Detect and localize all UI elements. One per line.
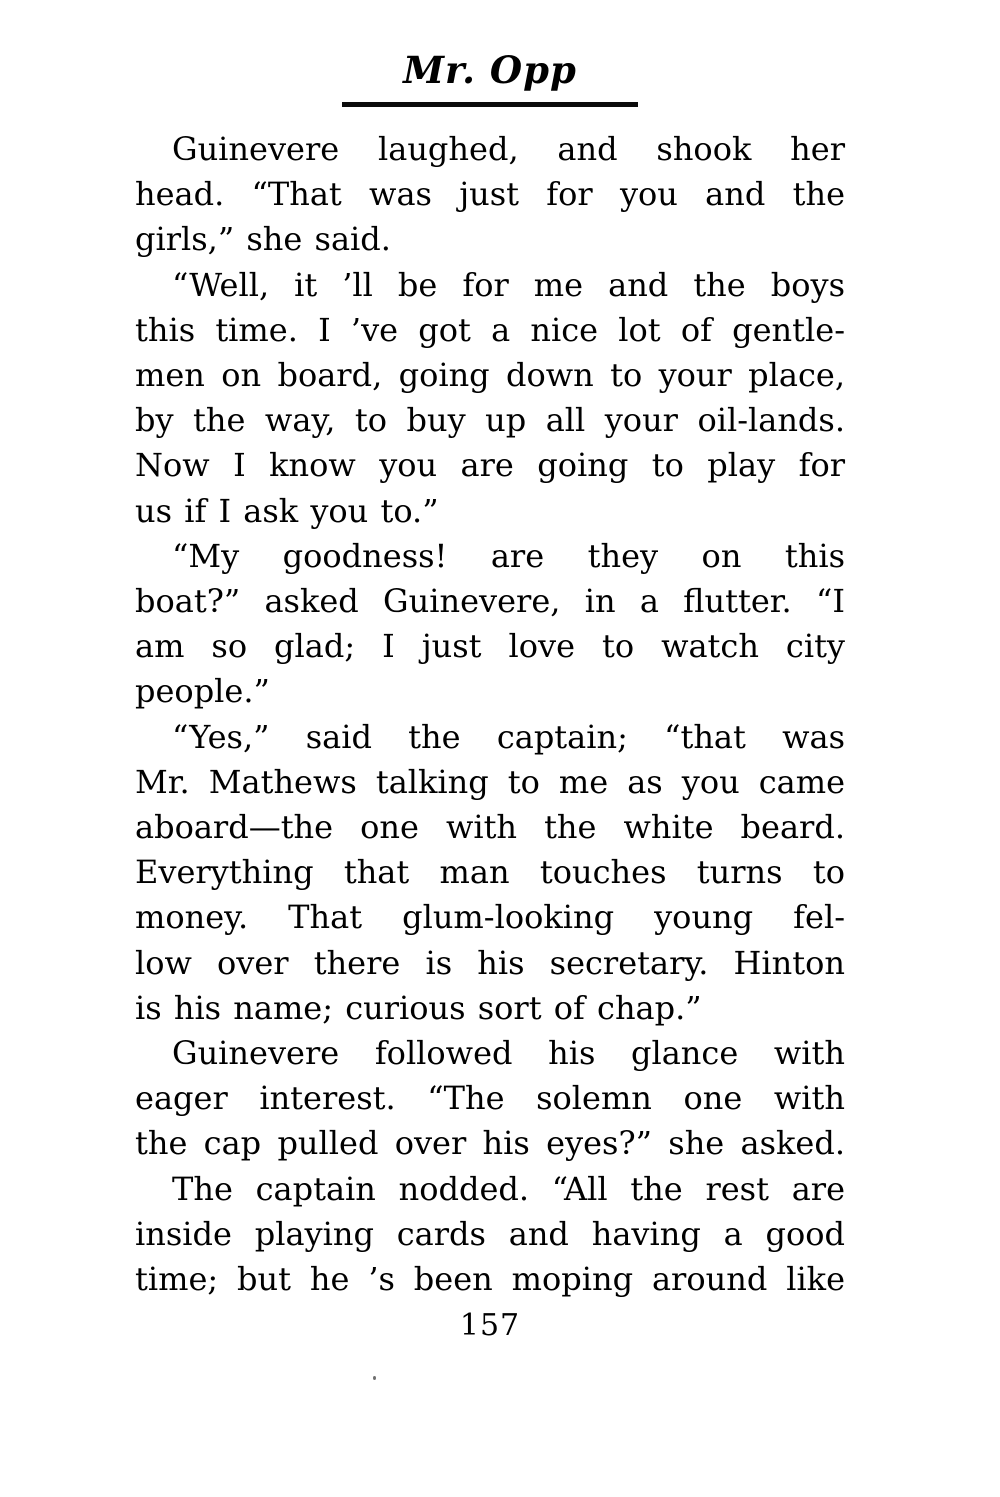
- text-line: by the way, to buy up all your oil-lands.: [135, 401, 845, 440]
- text-line: Mr. Mathews talking to me as you came: [135, 762, 845, 801]
- text-line: girls,” she said.: [135, 220, 391, 259]
- page-number: 157: [459, 1308, 521, 1343]
- text-line: is his name; curious sort of chap.”: [135, 988, 702, 1027]
- text-line: people.”: [135, 672, 270, 711]
- text-line: us if I ask you to.”: [135, 491, 439, 530]
- text-line: eager interest. “The solemn one with: [135, 1079, 845, 1118]
- page-header: [135, 48, 845, 107]
- text-line: time; but he ’s been moping around like: [135, 1260, 845, 1299]
- text-line: aboard—the one with the white beard.: [135, 808, 845, 847]
- text-line: inside playing cards and having a good: [135, 1214, 845, 1253]
- text-line: Guinevere followed his glance with: [172, 1034, 845, 1073]
- text-line: Everything that man touches turns to: [135, 853, 845, 892]
- text-line: “Yes,” said the captain; “that was: [172, 717, 845, 756]
- text-body: [135, 127, 845, 1302]
- text-line: The captain nodded. “All the rest are: [172, 1169, 845, 1208]
- text-line: the cap pulled over his eyes?” she asked.: [135, 1124, 845, 1163]
- header-rule: [342, 102, 638, 107]
- text-line: men on board, going down to your place,: [135, 356, 845, 395]
- text-line: “My goodness! are they on this: [172, 536, 845, 575]
- running-head-title: Mr. Opp: [403, 48, 577, 92]
- text-line: head. “That was just for you and the: [135, 175, 845, 214]
- text-line: Now I know you are going to play for: [135, 446, 845, 485]
- text-line: boat?” asked Guinevere, in a flutter. “I: [135, 582, 845, 621]
- text-line: low over there is his secretary. Hinton: [135, 943, 845, 982]
- text-line: “Well, it ’ll be for me and the boys: [172, 265, 845, 304]
- text-line: money. That glum-looking young fel-: [135, 898, 845, 937]
- text-line: this time. I ’ve got a nice lot of gentle-: [135, 310, 845, 349]
- text-line: Guinevere laughed, and shook her: [172, 130, 845, 168]
- text-line: am so glad; I just love to watch city: [135, 627, 845, 666]
- scan-speck: [373, 1376, 376, 1380]
